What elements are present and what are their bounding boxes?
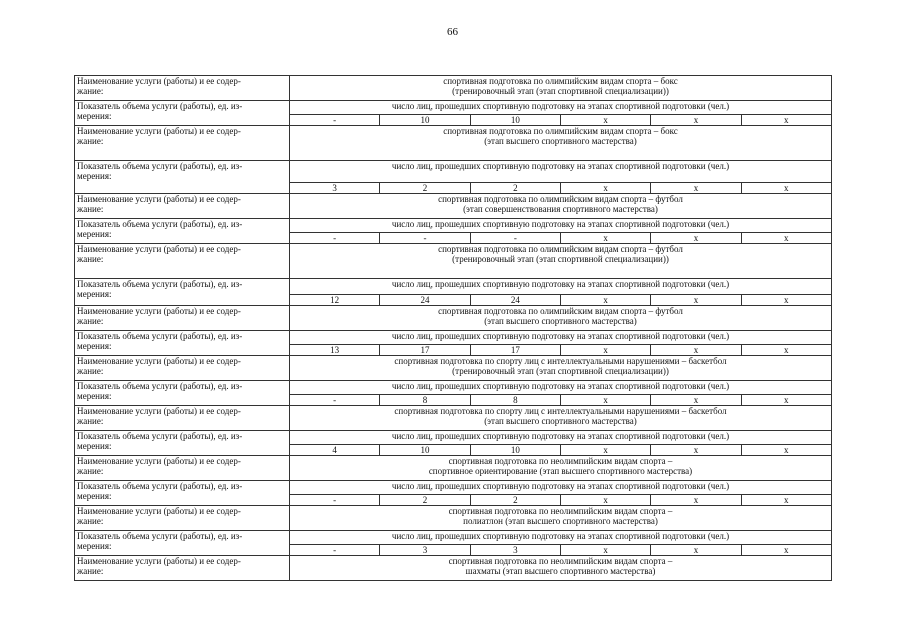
service-line: (этап совершенствования спортивного мастерства)	[463, 204, 658, 214]
value-cell: x	[741, 445, 831, 455]
label-line: Показатель объема услуги (работы), ед. из-	[77, 331, 243, 341]
value-cell: 10	[379, 445, 469, 455]
value-cell: -	[333, 495, 337, 505]
indicator-text: число лиц, прошедших спортивную подготовку на этапах спортивной подготовки (чел.)	[391, 531, 730, 541]
label-line: жание:	[77, 466, 104, 476]
indicator-values	[290, 101, 832, 125]
label-line: жание:	[77, 416, 104, 426]
label-line: мерения:	[77, 441, 112, 451]
service-label	[74, 406, 290, 430]
label-line: Наименование услуги (работы) и ее содер-	[77, 406, 241, 416]
value-cell: x	[650, 495, 740, 505]
service-description	[290, 506, 832, 530]
indicator-label	[74, 481, 290, 505]
service-line: спортивная подготовка по олимпийским видам спорта – футбол	[438, 194, 683, 204]
page-number: 66	[447, 26, 458, 38]
service-line: (тренировочный этап (этап спортивной специализации))	[452, 366, 669, 376]
value-cells	[290, 344, 831, 355]
value-cell: -	[333, 545, 337, 555]
service-label	[74, 456, 290, 480]
label-line: мерения:	[77, 391, 112, 401]
label-line: жание:	[77, 136, 104, 146]
label-line: жание:	[77, 204, 104, 214]
value-cells	[290, 294, 831, 305]
indicator-label	[74, 101, 290, 125]
indicator-values	[290, 279, 832, 305]
value-cell: 2	[470, 495, 560, 505]
service-description	[290, 76, 832, 100]
label-line: мерения:	[77, 341, 112, 351]
label-line: Показатель объема услуги (работы), ед. из-	[77, 101, 243, 111]
service-line: спортивная подготовка по спорту лиц с интеллектуальными нарушениями – баскетбол	[394, 356, 727, 366]
service-description	[290, 194, 832, 218]
service-description	[290, 406, 832, 430]
label-line: мерения:	[77, 229, 112, 239]
value-cell: x	[741, 183, 831, 193]
services-table	[74, 75, 832, 581]
value-cell: x	[560, 445, 650, 455]
label-line: мерения:	[77, 111, 112, 121]
value-cell: 10	[379, 115, 469, 125]
indicator-values	[290, 161, 832, 193]
label-line: Наименование услуги (работы) и ее содер-	[77, 506, 241, 516]
value-cell: x	[560, 295, 650, 305]
service-line: спортивная подготовка по олимпийским видам спорта – бокс	[443, 76, 678, 86]
label-line: Наименование услуги (работы) и ее содер-	[77, 456, 241, 466]
value-cell: 4	[332, 445, 337, 455]
label-line: жание:	[77, 316, 104, 326]
indicator-text: число лиц, прошедших спортивную подготовку на этапах спортивной подготовки (чел.)	[391, 481, 730, 491]
label-line: жание:	[77, 366, 104, 376]
value-cells	[290, 444, 831, 455]
label-line: Показатель объема услуги (работы), ед. из-	[77, 161, 243, 171]
value-cell: -	[379, 233, 469, 243]
label-line: Наименование услуги (работы) и ее содер-	[77, 126, 241, 136]
indicator-label	[74, 279, 290, 305]
value-cell: x	[741, 395, 831, 405]
indicator-row	[74, 330, 832, 355]
value-cell: x	[741, 295, 831, 305]
service-description	[290, 556, 832, 580]
indicator-row	[74, 380, 832, 405]
service-description	[290, 356, 832, 380]
value-cell: -	[470, 233, 560, 243]
service-line: спортивное ориентирование (этап высшего спортивного мастерства)	[428, 466, 693, 476]
value-cell: 12	[330, 295, 340, 305]
label-line: Показатель объема услуги (работы), ед. из-	[77, 431, 243, 441]
value-cells	[290, 232, 831, 243]
label-line: мерения:	[77, 541, 112, 551]
value-cell: x	[560, 545, 650, 555]
service-label	[74, 244, 290, 278]
indicator-text: число лиц, прошедших спортивную подготовку на этапах спортивной подготовки (чел.)	[391, 101, 730, 111]
value-cell: 8	[470, 395, 560, 405]
value-cell: x	[650, 395, 740, 405]
service-line: спортивная подготовка по олимпийским видам спорта – футбол	[438, 244, 683, 254]
indicator-row	[74, 530, 832, 555]
value-cell: 3	[470, 545, 560, 555]
label-line: мерения:	[77, 289, 112, 299]
service-line: спортивная подготовка по спорту лиц с интеллектуальными нарушениями – баскетбол	[394, 406, 727, 416]
label-line: жание:	[77, 254, 104, 264]
service-label	[74, 194, 290, 218]
service-row	[74, 305, 832, 330]
label-line: жание:	[77, 516, 104, 526]
service-line: спортивная подготовка по неолимпийским видам спорта –	[448, 556, 673, 566]
indicator-label	[74, 431, 290, 455]
spacer	[290, 171, 831, 182]
label-line: Наименование услуги (работы) и ее содер-	[77, 76, 241, 86]
service-description	[290, 456, 832, 480]
service-line: спортивная подготовка по неолимпийским видам спорта –	[448, 456, 673, 466]
label-line: Показатель объема услуги (работы), ед. из-	[77, 279, 243, 289]
service-row	[74, 555, 832, 581]
indicator-text: число лиц, прошедших спортивную подготовку на этапах спортивной подготовки (чел.)	[391, 381, 730, 391]
value-cell: x	[560, 395, 650, 405]
value-cell: 10	[470, 445, 560, 455]
service-row	[74, 75, 832, 100]
value-cells	[290, 544, 831, 555]
value-cell: 2	[470, 183, 560, 193]
indicator-row	[74, 160, 832, 193]
value-cell: 17	[379, 345, 469, 355]
value-cell: 3	[332, 183, 337, 193]
value-cells	[290, 114, 831, 125]
label-line: Показатель объема услуги (работы), ед. из-	[77, 531, 243, 541]
indicator-text: число лиц, прошедших спортивную подготовку на этапах спортивной подготовки (чел.)	[391, 279, 730, 289]
service-description	[290, 306, 832, 330]
value-cell: -	[333, 233, 337, 243]
indicator-text: число лиц, прошедших спортивную подготовку на этапах спортивной подготовки (чел.)	[391, 331, 730, 341]
indicator-label	[74, 531, 290, 555]
service-row	[74, 355, 832, 380]
label-line: Показатель объема услуги (работы), ед. из-	[77, 219, 243, 229]
value-cell: x	[650, 183, 740, 193]
value-cell: 24	[379, 295, 469, 305]
indicator-row	[74, 218, 832, 243]
service-line: (этап высшего спортивного мастерства)	[484, 416, 637, 426]
value-cell: x	[650, 345, 740, 355]
label-line: Показатель объема услуги (работы), ед. из-	[77, 481, 243, 491]
value-cell: x	[560, 183, 650, 193]
service-label	[74, 506, 290, 530]
value-cells	[290, 182, 831, 193]
value-cell: 17	[470, 345, 560, 355]
service-line: шахматы (этап высшего спортивного мастерства)	[465, 566, 656, 576]
value-cell: 10	[470, 115, 560, 125]
value-cell: 8	[379, 395, 469, 405]
value-cell: 2	[379, 183, 469, 193]
indicator-label	[74, 331, 290, 355]
service-line: полиатлон (этап высшего спортивного мастерства)	[463, 516, 658, 526]
value-cell: x	[650, 445, 740, 455]
label-line: жание:	[77, 566, 104, 576]
indicator-row	[74, 430, 832, 455]
indicator-row	[74, 100, 832, 125]
value-cells	[290, 394, 831, 405]
value-cell: -	[333, 395, 337, 405]
value-cell: 13	[330, 345, 340, 355]
label-line: мерения:	[77, 171, 112, 181]
value-cell: 3	[379, 545, 469, 555]
label-line: Наименование услуги (работы) и ее содер-	[77, 244, 241, 254]
value-cell: -	[333, 115, 337, 125]
label-line: Наименование услуги (работы) и ее содер-	[77, 194, 241, 204]
service-row	[74, 193, 832, 218]
label-line: мерения:	[77, 491, 112, 501]
value-cell: x	[741, 545, 831, 555]
value-cell: x	[560, 233, 650, 243]
value-cell: x	[650, 115, 740, 125]
label-line: жание:	[77, 86, 104, 96]
service-line: спортивная подготовка по олимпийским видам спорта – футбол	[438, 306, 683, 316]
service-row	[74, 405, 832, 430]
indicator-row	[74, 278, 832, 305]
indicator-values	[290, 431, 832, 455]
service-label	[74, 126, 290, 160]
label-line: Наименование услуги (работы) и ее содер-	[77, 556, 241, 566]
service-label	[74, 556, 290, 580]
service-line: (этап высшего спортивного мастерства)	[484, 316, 637, 326]
indicator-row	[74, 480, 832, 505]
value-cell: 2	[379, 495, 469, 505]
indicator-values	[290, 331, 832, 355]
service-line: спортивная подготовка по неолимпийским видам спорта –	[448, 506, 673, 516]
value-cell: x	[560, 115, 650, 125]
service-label	[74, 356, 290, 380]
value-cell: 24	[470, 295, 560, 305]
service-line: (тренировочный этап (этап спортивной специализации))	[452, 254, 669, 264]
service-row	[74, 125, 832, 160]
label-line: Показатель объема услуги (работы), ед. из-	[77, 381, 243, 391]
indicator-text: число лиц, прошедших спортивную подготовку на этапах спортивной подготовки (чел.)	[391, 161, 730, 171]
service-line: (тренировочный этап (этап спортивной специализации))	[452, 86, 669, 96]
service-row	[74, 505, 832, 530]
label-line: Наименование услуги (работы) и ее содер-	[77, 306, 241, 316]
value-cell: x	[650, 295, 740, 305]
indicator-label	[74, 161, 290, 193]
value-cell: x	[560, 345, 650, 355]
indicator-values	[290, 481, 832, 505]
value-cell: x	[650, 545, 740, 555]
value-cell: x	[741, 345, 831, 355]
value-cell: x	[741, 233, 831, 243]
indicator-label	[74, 381, 290, 405]
value-cell: x	[650, 233, 740, 243]
value-cell: x	[741, 115, 831, 125]
indicator-values	[290, 531, 832, 555]
value-cell: x	[560, 495, 650, 505]
service-row	[74, 243, 832, 278]
service-label	[74, 76, 290, 100]
value-cell: x	[741, 495, 831, 505]
value-cells	[290, 494, 831, 505]
indicator-values	[290, 381, 832, 405]
indicator-text: число лиц, прошедших спортивную подготовку на этапах спортивной подготовки (чел.)	[391, 219, 730, 229]
service-line: спортивная подготовка по олимпийским видам спорта – бокс	[443, 126, 678, 136]
indicator-text: число лиц, прошедших спортивную подготовку на этапах спортивной подготовки (чел.)	[391, 431, 730, 441]
indicator-label	[74, 219, 290, 243]
service-row	[74, 455, 832, 480]
service-description	[290, 244, 832, 278]
indicator-values	[290, 219, 832, 243]
service-label	[74, 306, 290, 330]
service-description	[290, 126, 832, 160]
service-line: (этап высшего спортивного мастерства)	[484, 136, 637, 146]
label-line: Наименование услуги (работы) и ее содер-	[77, 356, 241, 366]
